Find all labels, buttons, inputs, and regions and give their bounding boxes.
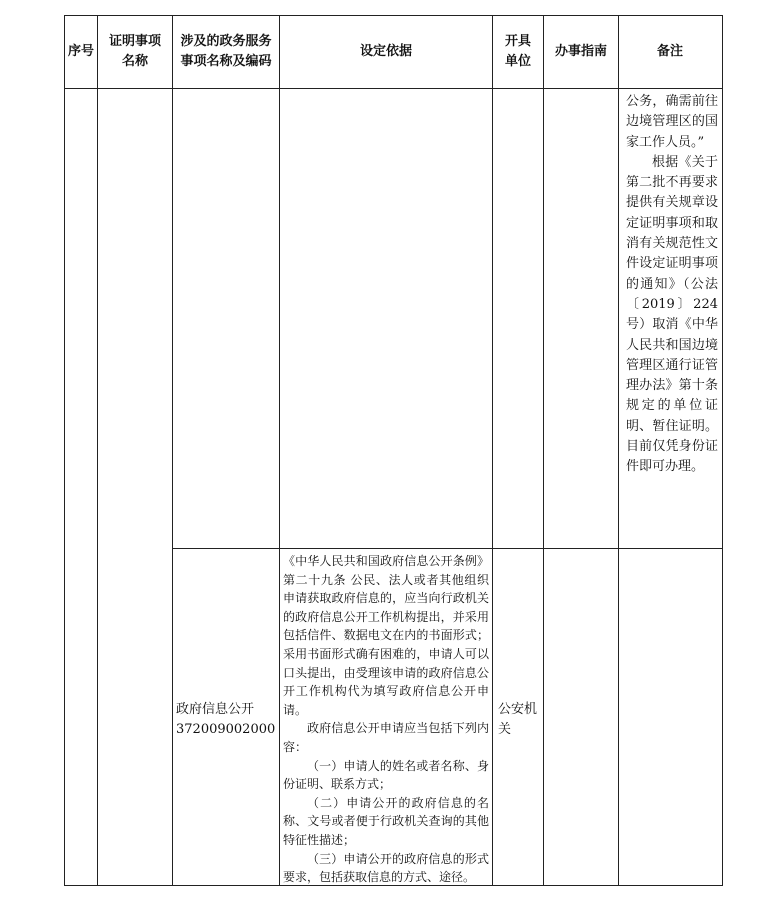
header-basis: 设定依据 xyxy=(359,44,412,59)
col-divider-5 xyxy=(543,15,544,886)
unit-cell-row2: 公安机关 xyxy=(498,702,538,737)
basis-cell-row2 xyxy=(283,552,489,887)
row-divider xyxy=(172,548,722,549)
service-cell-row2 xyxy=(176,700,276,740)
remark-paragraph: 根据《关于第二批不再要求提供有关规章设定证明事项和取消有关规范性文件设定证明事项的通知》（公法〔2019〕224号）取消《中华人民共和国边境管理区通行证管理办法》第十条规定的单位证明、暂住证明。目前仅凭身份证件即可办理。 xyxy=(626,154,718,475)
header-guide: 办事指南 xyxy=(554,44,607,59)
basis-paragraph: 《中华人民共和国政府信息公开条例》第二十九条 公民、法人或者其他组织申请获取政府信息的，应当向行政机关的政府信息公开工作机构提出，并采用包括信件、数据电文在内的书面形式；采用书面形式确有困难的，申请人可以口头提出，由受理该申请的政府信息公开工作机构代为填写政府信息公开申请。 xyxy=(283,554,489,717)
header-seq: 序号 xyxy=(68,44,95,59)
col-divider-1 xyxy=(97,15,98,886)
remark-paragraph: 公务，确需前往边境管理区的国家工作人员。” xyxy=(626,94,718,150)
table-border-left xyxy=(64,15,65,886)
header-service: 涉及的政务服务事项名称及编码 xyxy=(180,34,272,69)
basis-paragraph: 政府信息公开申请应当包括下列内容： xyxy=(283,721,489,754)
remark-cell-row1 xyxy=(626,92,718,478)
table-border-right xyxy=(722,15,723,886)
service-name: 政府信息公开 xyxy=(176,702,255,717)
header-divider xyxy=(64,88,722,89)
header-unit: 开具单位 xyxy=(504,34,531,69)
col-divider-4 xyxy=(492,15,493,886)
header-remark: 备注 xyxy=(656,44,683,59)
col-divider-3 xyxy=(279,15,280,886)
header-cert-name: 证明事项名称 xyxy=(108,34,161,69)
col-divider-6 xyxy=(618,15,619,886)
col-divider-2 xyxy=(172,15,173,886)
basis-paragraph: （二）申请公开的政府信息的名称、文号或者便于行政机关查询的其他特征性描述； xyxy=(283,795,489,847)
basis-paragraph: （一）申请人的姓名或者名称、身份证明、联系方式； xyxy=(283,758,489,792)
basis-paragraph: （三）申请公开的政府信息的形式要求，包括获取信息的方式、途径。 xyxy=(283,851,489,885)
service-code: 372009002000 xyxy=(176,722,276,737)
